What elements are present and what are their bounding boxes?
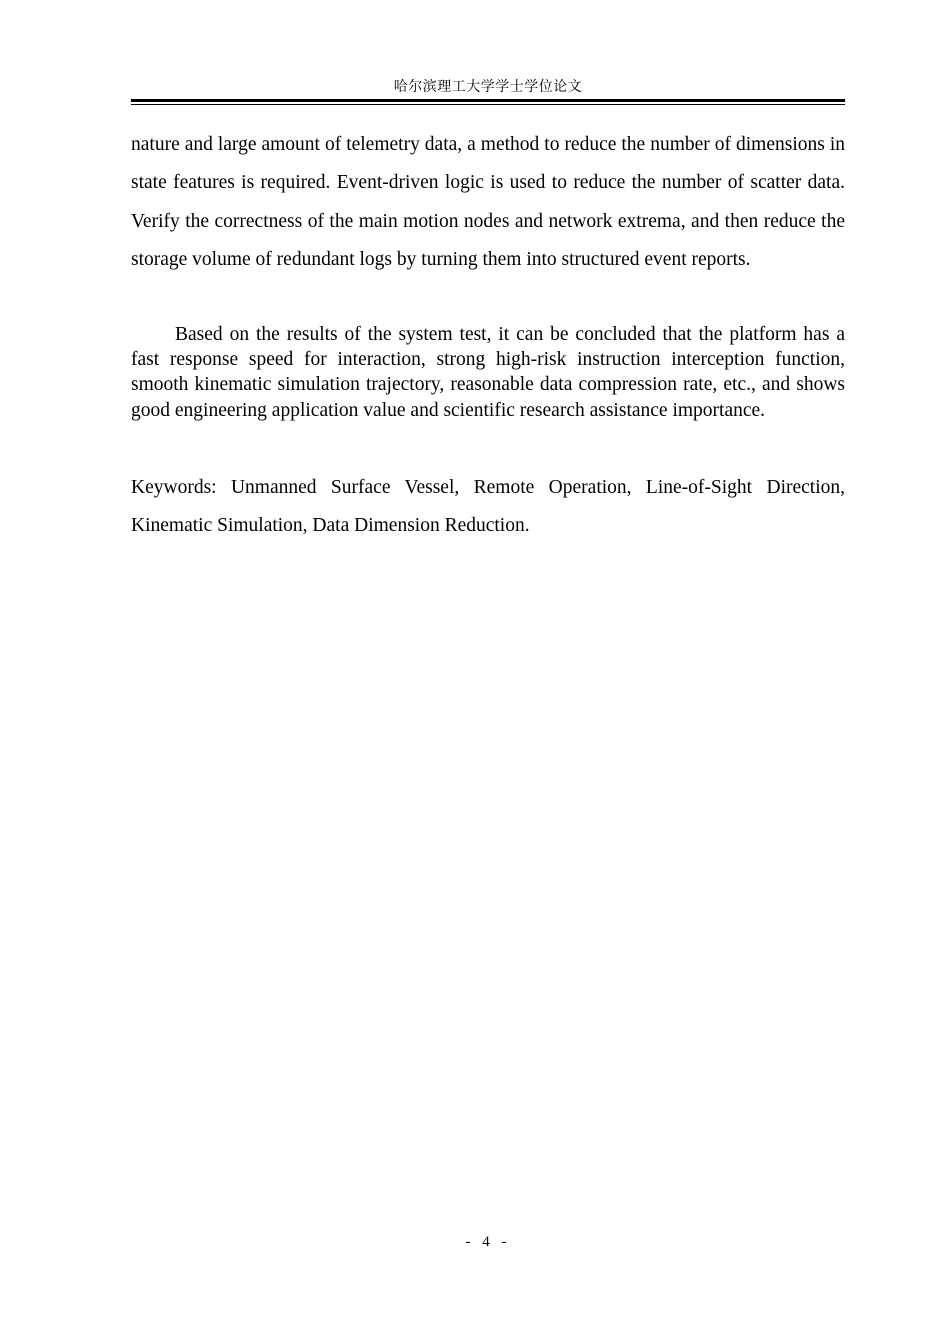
keywords-line: Keywords: Unmanned Surface Vessel, Remote Operation, Line-of-Sight Direction, Kinematic Simulation, Data Dimension Reduction. [131,477,845,537]
header-rule-thin [131,104,845,105]
header-rule-thick [131,99,845,102]
page-number: - 4 - [465,1234,511,1250]
abstract-paragraph-1: nature and large amount of telemetry data, a method to reduce the number of dimensions in state features is required. Event-driven logic is used to reduce the number of scatter data. Verify the correctness of the main motion nodes and network extrema, and then reduce the storage volume of redundant logs by turning them into structured event reports. [131,134,845,270]
header-double-rule [131,99,845,105]
running-header: 哈尔滨理工大学学士学位论文 [393,79,583,95]
abstract-paragraph-2: Based on the results of the system test, it can be concluded that the platform has a fast response speed for interaction, strong high-risk instruction interception function, smooth kinematic simulation trajectory, reasonable data compression rate, etc., and shows good engineering application value and scientific research assistance importance. [131,324,845,421]
